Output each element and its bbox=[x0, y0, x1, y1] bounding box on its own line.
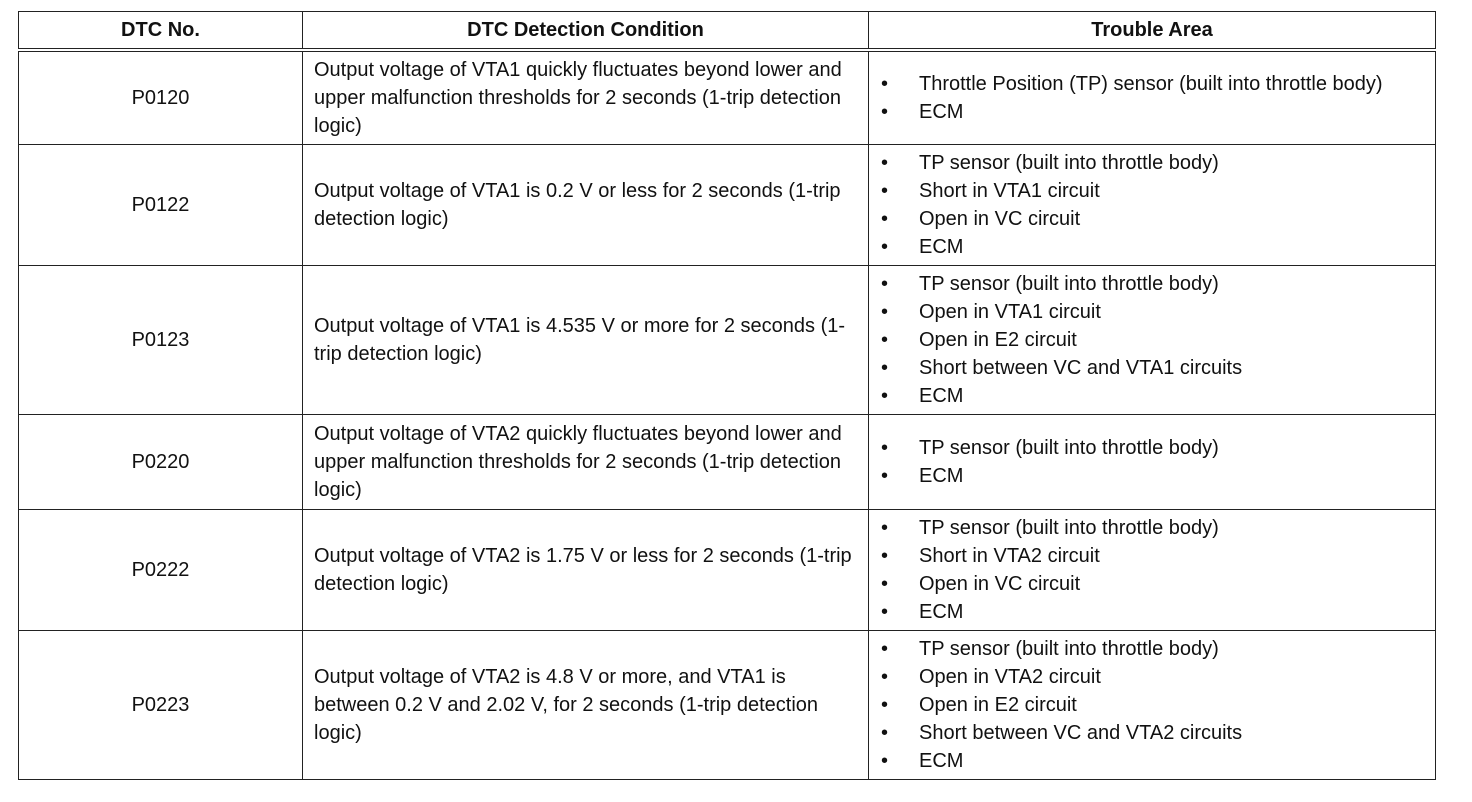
list-item bbox=[877, 233, 1427, 261]
list-item bbox=[877, 747, 1427, 775]
detection-condition: Output voltage of VTA2 is 4.8 V or more, and VTA1 is between 0.2 V and 2.02 V, for 2 seconds (1-trip detection logic) bbox=[303, 631, 869, 780]
list-item bbox=[877, 326, 1427, 354]
table-row bbox=[19, 266, 1436, 415]
bullet-icon: • bbox=[881, 180, 889, 202]
list-item bbox=[877, 70, 1427, 98]
trouble-area-item: Short in VTA2 circuit bbox=[919, 545, 1100, 567]
dtc-code: P0223 bbox=[19, 631, 303, 780]
list-item bbox=[877, 691, 1427, 719]
trouble-area-item: Open in VTA2 circuit bbox=[919, 666, 1101, 688]
list-item bbox=[877, 177, 1427, 205]
trouble-area-item: TP sensor (built into throttle body) bbox=[919, 437, 1219, 459]
list-item bbox=[877, 719, 1427, 747]
trouble-area-item: ECM bbox=[919, 236, 964, 258]
bullet-icon: • bbox=[881, 750, 889, 772]
bullet-icon: • bbox=[881, 601, 889, 623]
trouble-area-item: TP sensor (built into throttle body) bbox=[919, 152, 1219, 174]
list-item bbox=[877, 149, 1427, 177]
trouble-area-item: Open in E2 circuit bbox=[919, 694, 1077, 716]
list-item bbox=[877, 382, 1427, 410]
trouble-area-item: ECM bbox=[919, 385, 964, 407]
bullet-icon: • bbox=[881, 437, 889, 459]
list-item bbox=[877, 434, 1427, 462]
header-trouble-area: Trouble Area bbox=[869, 12, 1436, 51]
trouble-area-item: Open in VC circuit bbox=[919, 208, 1081, 230]
table-row bbox=[19, 50, 1436, 145]
bullet-icon: • bbox=[881, 208, 889, 230]
dtc-code: P0122 bbox=[19, 145, 303, 266]
trouble-area-item: Short in VTA1 circuit bbox=[919, 180, 1100, 202]
list-item bbox=[877, 598, 1427, 626]
table-row bbox=[19, 415, 1436, 510]
bullet-icon: • bbox=[881, 301, 889, 323]
trouble-area-cell bbox=[869, 266, 1436, 415]
trouble-area-cell bbox=[869, 145, 1436, 266]
bullet-icon: • bbox=[881, 385, 889, 407]
bullet-icon: • bbox=[881, 357, 889, 379]
table-row bbox=[19, 631, 1436, 780]
dtc-code: P0123 bbox=[19, 266, 303, 415]
trouble-area-list bbox=[877, 270, 1427, 410]
list-item bbox=[877, 462, 1427, 490]
detection-condition: Output voltage of VTA2 is 1.75 V or less for 2 seconds (1-trip detection logic) bbox=[303, 510, 869, 631]
table-row bbox=[19, 145, 1436, 266]
header-dtc-no: DTC No. bbox=[19, 12, 303, 51]
list-item bbox=[877, 570, 1427, 598]
list-item bbox=[877, 354, 1427, 382]
trouble-area-cell bbox=[869, 415, 1436, 510]
trouble-area-item: TP sensor (built into throttle body) bbox=[919, 273, 1219, 295]
trouble-area-list bbox=[877, 434, 1427, 490]
trouble-area-list bbox=[877, 514, 1427, 626]
header-row bbox=[19, 12, 1436, 51]
table-row bbox=[19, 510, 1436, 631]
bullet-icon: • bbox=[881, 273, 889, 295]
trouble-area-list bbox=[877, 149, 1427, 261]
detection-condition: Output voltage of VTA2 quickly fluctuates beyond lower and upper malfunction thresholds for 2 seconds (1-trip detection logic) bbox=[303, 415, 869, 510]
bullet-icon: • bbox=[881, 329, 889, 351]
trouble-area-item: Throttle Position (TP) sensor (built into throttle body) bbox=[919, 73, 1383, 95]
trouble-area-cell bbox=[869, 510, 1436, 631]
dtc-table bbox=[18, 11, 1436, 780]
bullet-icon: • bbox=[881, 666, 889, 688]
dtc-code: P0220 bbox=[19, 415, 303, 510]
header-detection-condition: DTC Detection Condition bbox=[303, 12, 869, 51]
detection-condition: Output voltage of VTA1 is 4.535 V or more for 2 seconds (1-trip detection logic) bbox=[303, 266, 869, 415]
list-item bbox=[877, 514, 1427, 542]
bullet-icon: • bbox=[881, 722, 889, 744]
bullet-icon: • bbox=[881, 73, 889, 95]
trouble-area-item: ECM bbox=[919, 601, 964, 623]
list-item bbox=[877, 663, 1427, 691]
trouble-area-item: ECM bbox=[919, 465, 964, 487]
trouble-area-item: ECM bbox=[919, 750, 964, 772]
detection-condition: Output voltage of VTA1 is 0.2 V or less for 2 seconds (1-trip detection logic) bbox=[303, 145, 869, 266]
trouble-area-list bbox=[877, 70, 1427, 126]
bullet-icon: • bbox=[881, 465, 889, 487]
trouble-area-item: Short between VC and VTA2 circuits bbox=[919, 722, 1243, 744]
dtc-code: P0222 bbox=[19, 510, 303, 631]
trouble-area-item: Open in VC circuit bbox=[919, 573, 1081, 595]
trouble-area-item: Open in E2 circuit bbox=[919, 329, 1077, 351]
trouble-area-cell bbox=[869, 50, 1436, 145]
trouble-area-item: TP sensor (built into throttle body) bbox=[919, 517, 1219, 539]
trouble-area-item: Short between VC and VTA1 circuits bbox=[919, 357, 1243, 379]
list-item bbox=[877, 635, 1427, 663]
trouble-area-item: TP sensor (built into throttle body) bbox=[919, 638, 1219, 660]
bullet-icon: • bbox=[881, 101, 889, 123]
bullet-icon: • bbox=[881, 152, 889, 174]
dtc-code: P0120 bbox=[19, 50, 303, 145]
list-item bbox=[877, 298, 1427, 326]
bullet-icon: • bbox=[881, 638, 889, 660]
list-item bbox=[877, 98, 1427, 126]
bullet-icon: • bbox=[881, 545, 889, 567]
bullet-icon: • bbox=[881, 573, 889, 595]
trouble-area-cell bbox=[869, 631, 1436, 780]
bullet-icon: • bbox=[881, 694, 889, 716]
list-item bbox=[877, 205, 1427, 233]
bullet-icon: • bbox=[881, 517, 889, 539]
bullet-icon: • bbox=[881, 236, 889, 258]
list-item bbox=[877, 270, 1427, 298]
list-item bbox=[877, 542, 1427, 570]
trouble-area-item: ECM bbox=[919, 101, 964, 123]
trouble-area-list bbox=[877, 635, 1427, 775]
detection-condition: Output voltage of VTA1 quickly fluctuates beyond lower and upper malfunction thresholds for 2 seconds (1-trip detection logic) bbox=[303, 50, 869, 145]
trouble-area-item: Open in VTA1 circuit bbox=[919, 301, 1101, 323]
